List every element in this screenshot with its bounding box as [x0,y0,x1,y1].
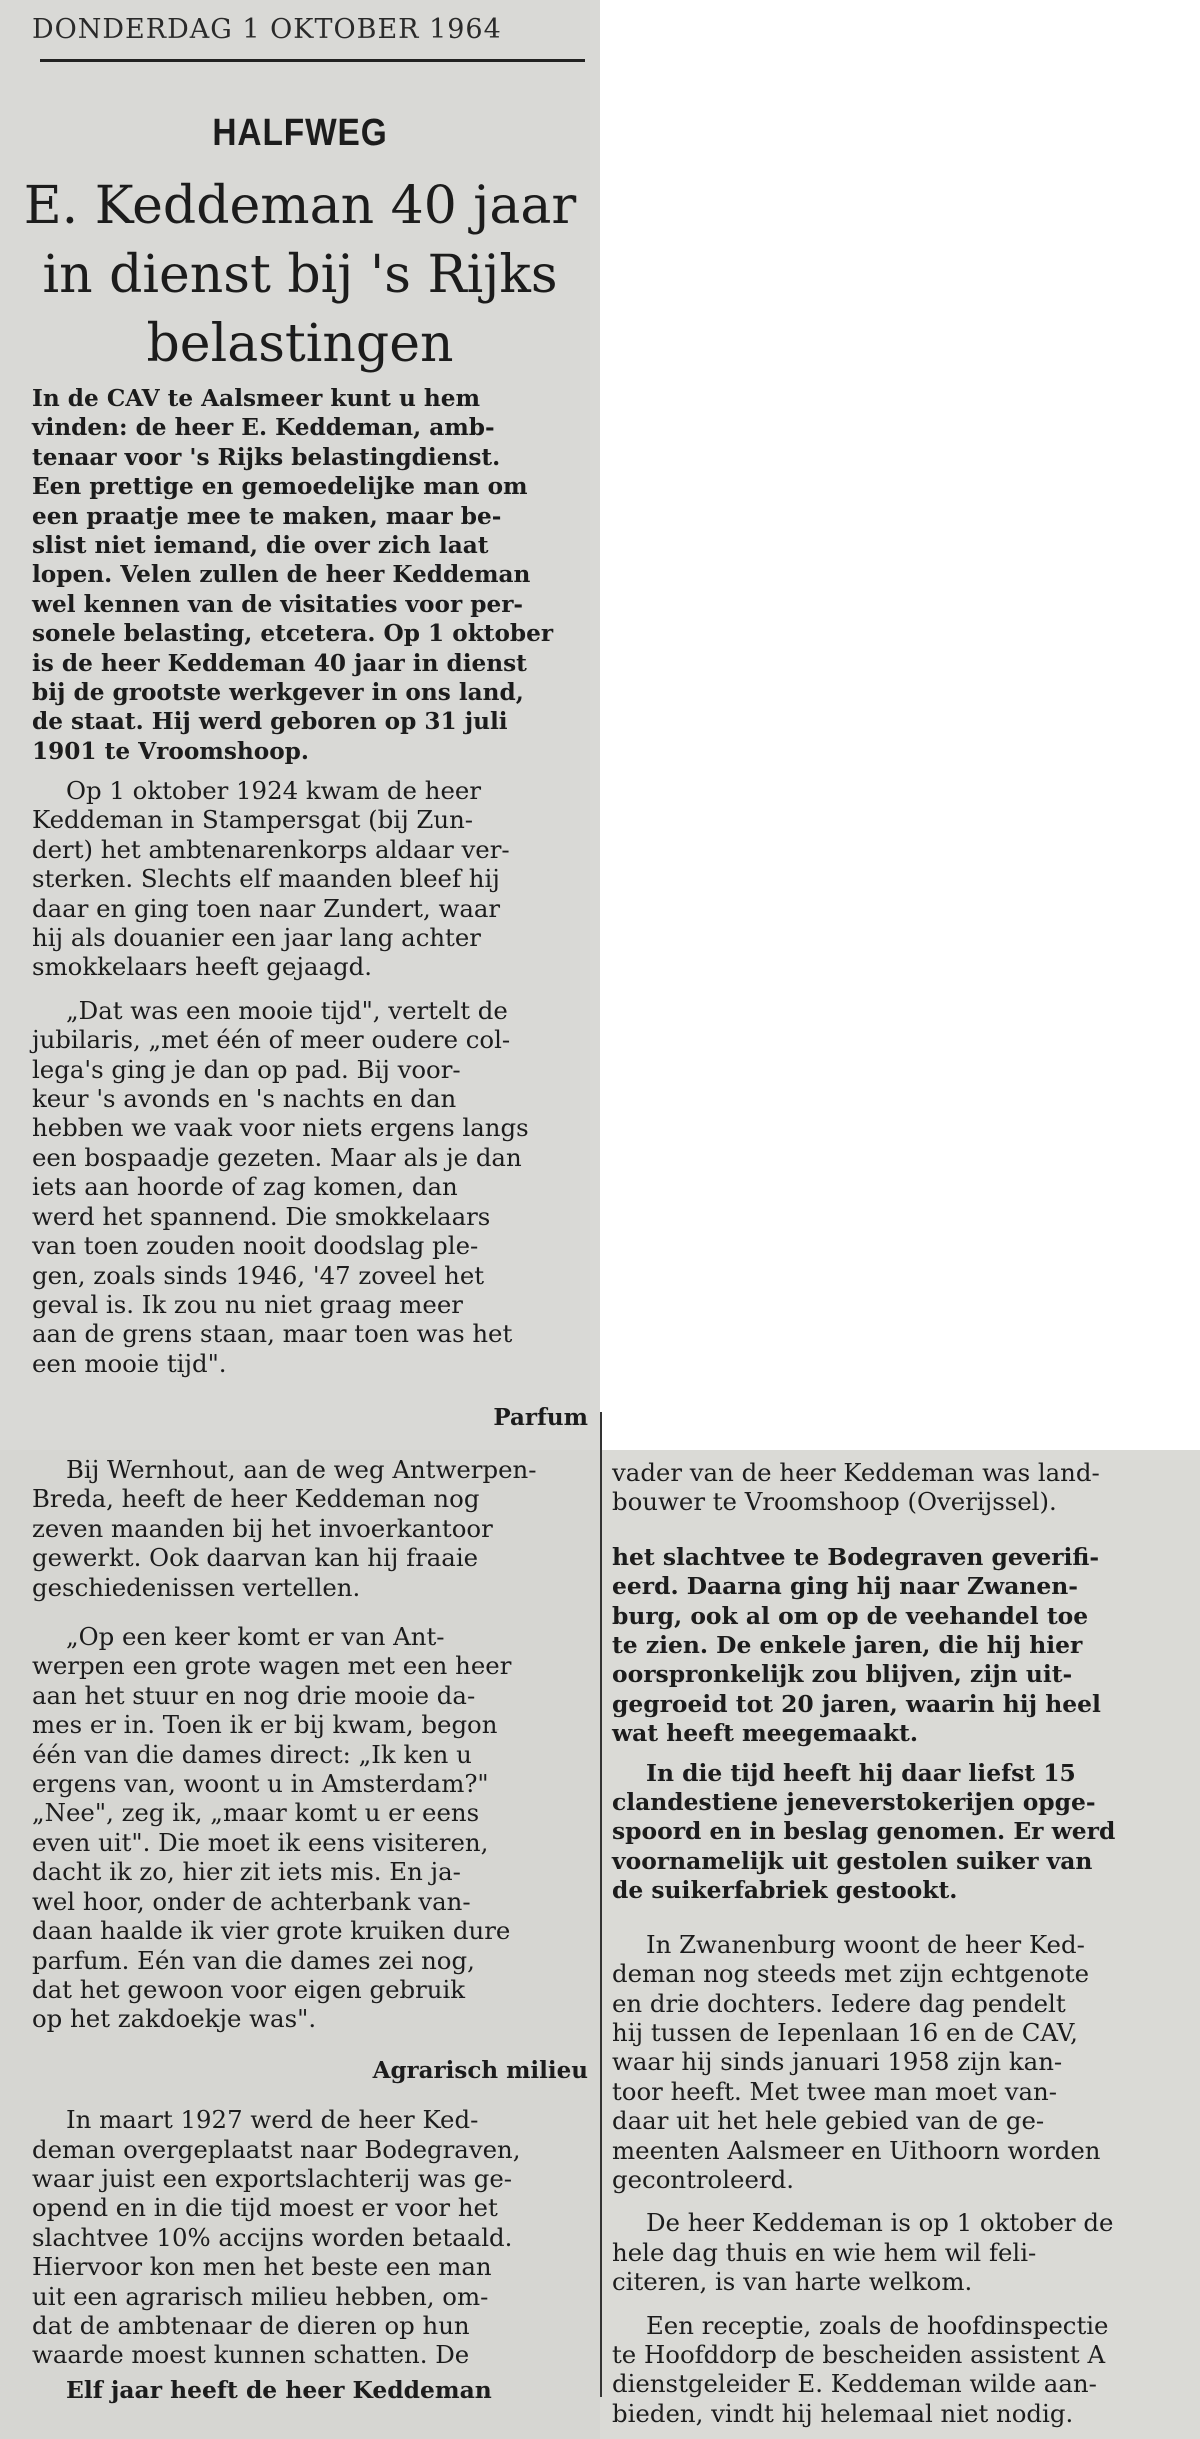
text-line: daan haalde ik vier grote kruiken dure [32,1916,511,1946]
text-line: slachtvee 10% accijns worden betaald. [32,2222,513,2252]
text-line-bold: Elf jaar heeft de heer Keddeman [66,2375,492,2404]
text-line: waar juist een exportslachterij was ge- [32,2163,513,2193]
intro-line: een praatje mee te maken, maar be- [32,502,502,530]
intro-line: 1901 te Vroomshoop. [32,737,309,765]
intro-line: is de heer Keddeman 40 jaar in dienst [32,649,527,677]
paragraph [612,1930,1168,2195]
paragraph [32,1455,588,1602]
kicker: HALFWEG [212,112,388,154]
text-line: Een receptie, zoals de hoofdinspectie [646,2310,1109,2340]
text-line: waarde moest kunnen schatten. De [32,2340,470,2370]
text-line: wel hoor, onder de achterbank van- [32,1886,471,1916]
text-line: dacht ik zo, hier zit iets mis. En ja- [32,1857,461,1887]
text-line: één van die dames direct: „Ik ken u [32,1739,472,1769]
text-line: en drie dochters. Iedere dag pendelt [612,1988,1066,2018]
text-line: op het zakdoekje was". [32,2004,317,2034]
subheading-parfum: Parfum [493,1404,588,1431]
text-line: spoord en in beslag genomen. Er werd [612,1817,1116,1846]
paragraph [612,2311,1168,2429]
text-line: aan de grens staan, maar toen was het [32,1319,513,1349]
text-line: oorspronkelijk zou blijven, zijn uit- [612,1660,1073,1689]
text-line: dat de ambtenaar de dieren op hun [32,2310,470,2340]
title-line: in dienst bij 's Rijks [42,245,558,305]
text-line: van toen zouden nooit doodslag ple- [32,1231,479,1261]
intro-line: tenaar voor 's Rijks belastingdienst. [32,443,501,471]
text-line: geschiedenissen vertellen. [32,1572,361,1602]
text-line: Op 1 oktober 1924 kwam de heer [66,776,481,805]
text-line: Bij Wernhout, aan de weg Antwerpen- [66,1455,537,1484]
article-body-top [32,776,588,1378]
text-line: wat heeft meegemaakt. [612,1719,918,1748]
text-line: In Zwanenburg woont de heer Ked- [646,1929,1085,1959]
text-line: jubilaris, „met één of meer oudere col- [32,1025,511,1055]
text-line: toor heeft. Met twee man moet van- [612,2076,1057,2106]
text-line: parfum. Eén van die dames zei nog, [32,1945,475,1975]
text-line: daar en ging toen naar Zundert, waar [32,893,501,923]
intro-line: In de CAV te Aalsmeer kunt u hem [32,385,481,412]
text-line: gegroeid tot 20 jaren, waarin hij heel [612,1689,1101,1718]
article-intro [32,384,588,766]
text-line: geval is. Ik zou nu niet graag meer [32,1289,463,1319]
intro-line: bij de grootste werkgever in ons land, [32,679,524,707]
text-line: „Dat was een mooie tijd", vertelt de [66,995,508,1025]
text-line: waar hij sinds januari 1958 zijn kan- [612,2047,1063,2077]
text-line: In maart 1927 werd de heer Ked- [66,2105,479,2135]
column-divider [600,1412,602,2397]
dateline: DONDERDAG 1 OKTOBER 1964 [32,14,502,45]
text-line: daar uit het hele gebied van de ge- [612,2106,1045,2136]
header-rule [40,59,585,62]
text-line: Keddeman in Stampersgat (bij Zun- [32,805,474,835]
text-line: het slachtvee te Bodegraven geverifi- [612,1542,1100,1571]
text-line: smokkelaars heeft gejaagd. [32,952,372,982]
text-line: hij tussen de Iepenlaan 16 en de CAV, [612,2017,1078,2047]
text-line: bouwer te Vroomshoop (Overijssel). [612,1487,1057,1517]
text-line: te Hoofddorp de bescheiden assistent A [612,2339,1106,2369]
text-line: deman nog steeds met zijn echtgenote [612,1959,1090,1989]
text-line: keur 's avonds en 's nachts en dan [32,1084,457,1114]
paragraph [32,1622,588,2034]
text-line: ergens van, woont u in Amsterdam?" [32,1769,489,1799]
text-line: aan het stuur en nog drie mooie da- [32,1680,476,1710]
text-line: meenten Aalsmeer en Uithoorn worden [612,2135,1101,2165]
text-line: hij als douanier een jaar lang achter [32,923,481,953]
article-title [0,172,600,379]
text-line: vader van de heer Keddeman was land- [612,1458,1100,1487]
text-line: te zien. De enkele jaren, die hij hier [612,1631,1083,1660]
text-line: zeven maanden bij het invoerkantoor [32,1513,493,1543]
text-line: voornamelijk uit gestolen suiker van [612,1846,1093,1875]
text-line: de suikerfabriek gestookt. [612,1876,958,1905]
intro-line: Een prettige en gemoedelijke man om [32,473,528,501]
text-line: iets aan hoorde of zag komen, dan [32,1172,458,1202]
text-line: „Op een keer komt er van Ant- [66,1622,445,1652]
text-line: hebben we vaak voor niets ergens langs [32,1113,529,1143]
paragraph [32,2105,588,2405]
article-body-right [612,1458,1168,2428]
paragraph [612,2208,1168,2296]
intro-line: slist niet iemand, die over zich laat [32,532,489,560]
text-line: bieden, vindt hij helemaal niet nodig. [612,2398,1074,2428]
text-line: gewerkt. Ook daarvan kan hij fraaie [32,1543,479,1573]
intro-line: sonele belasting, etcetera. Op 1 oktober [32,620,554,648]
text-line: dert) het ambtenarenkorps aldaar ver- [32,834,510,864]
text-line: opend en in die tijd moest er voor het [32,2193,498,2223]
article-body-left [32,1455,588,2405]
intro-line: wel kennen van de visitaties voor per- [32,590,524,618]
text-line: sterken. Slechts elf maanden bleef hij [32,864,500,894]
text-line: dienstgeleider E. Keddeman wilde aan- [612,2369,1097,2399]
subheading-milieu: Agrarisch milieu [372,2056,588,2084]
paragraph [32,996,588,1378]
text-line: Hiervoor kon men het beste een man [32,2252,492,2282]
text-line: gecontroleerd. [612,2164,794,2194]
text-line: eerd. Daarna ging hij naar Zwanen- [612,1572,1078,1601]
text-line: citeren, is van harte welkom. [612,2267,973,2297]
paragraph [612,1458,1168,1517]
text-line: lega's ging je dan op pad. Bij voor- [32,1054,461,1084]
text-line: deman overgeplaatst naar Bodegraven, [32,2134,521,2164]
text-line: uit een agrarisch milieu hebben, om- [32,2281,489,2311]
text-line: werd het spannend. Die smokkelaars [32,1201,491,1231]
paragraph-bold [612,1759,1168,1906]
text-line: gen, zoals sinds 1946, '47 zoveel het [32,1260,485,1290]
title-line: belastingen [146,314,454,374]
text-line: burg, ook al om op de veehandel toe [612,1601,1089,1630]
intro-line: de staat. Hij werd geboren op 31 juli [32,708,508,736]
text-line: Breda, heeft de heer Keddeman nog [32,1484,480,1514]
text-line: clandestiene jeneverstokerijen opge- [612,1788,1096,1817]
text-line: een bospaadje gezeten. Maar als je dan [32,1142,522,1172]
text-line: mes er in. Toen ik er bij kwam, begon [32,1710,498,1740]
paragraph [32,776,588,982]
paragraph-bold [612,1543,1168,1749]
intro-line: lopen. Velen zullen de heer Keddeman [32,561,531,589]
intro-line: vinden: de heer E. Keddeman, amb- [32,414,495,442]
title-line: E. Keddeman 40 jaar [23,176,577,236]
text-line: dat het gewoon voor eigen gebruik [32,1974,466,2004]
text-line: werpen een grote wagen met een heer [32,1651,512,1681]
text-line: een mooie tijd". [32,1348,227,1378]
text-line: „Nee", zeg ik, „maar komt u er eens [32,1798,480,1828]
text-line: hele dag thuis en wie hem wil feli- [612,2237,1037,2267]
text-line: even uit". Die moet ik eens visiteren, [32,1827,489,1857]
text-line: In die tijd heeft hij daar liefst 15 [646,1758,1076,1787]
text-line: De heer Keddeman is op 1 oktober de [646,2208,1114,2238]
